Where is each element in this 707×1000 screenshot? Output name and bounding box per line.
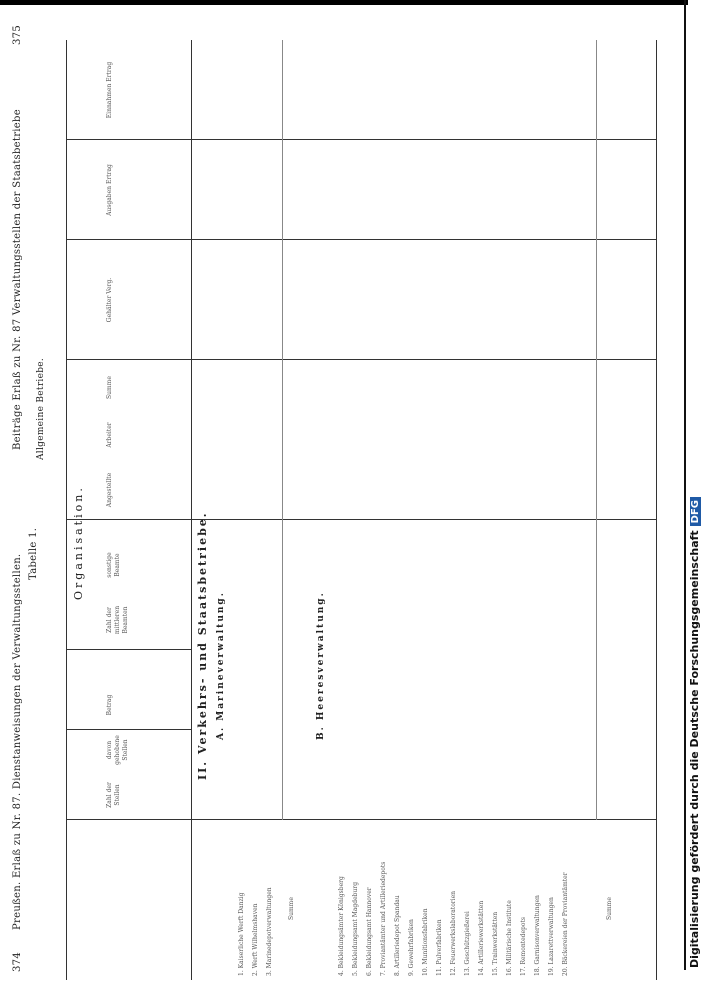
- rotated-table-page: [6, 20, 666, 980]
- col-rule: [66, 359, 656, 360]
- col-header: Gehälter Verg.: [106, 277, 113, 323]
- col-header: Ausgaben Ertrag: [106, 164, 113, 216]
- table-bottom-rule: [656, 40, 657, 980]
- table-row: 19. Lazarettverwaltungen: [548, 897, 555, 976]
- table-label: Tabelle 1.: [28, 527, 39, 580]
- table-row: 15. Trainwerkstätten: [492, 911, 499, 976]
- table-row: 8. Artilleriedepot Spandau: [394, 895, 401, 976]
- col-rule: [66, 819, 656, 820]
- summary-row: Summe: [288, 897, 295, 920]
- table-row: 10. Munitionsfabriken: [422, 908, 429, 976]
- col-header: Zahl der Stellen: [106, 782, 121, 808]
- section-heading: II. Verkehrs- und Staatsbetriebe.: [196, 511, 209, 780]
- table-row: 11. Pulverfabriken: [436, 919, 443, 976]
- dfg-logo: DFG: [690, 497, 701, 526]
- col-header: Betrag: [106, 694, 113, 716]
- table-row: 13. Geschützgießerei: [464, 911, 471, 976]
- table-row: 7. Proviantämter und Artilleriedepots: [380, 861, 387, 976]
- table-row: 18. Garnisonverwaltungen: [534, 895, 541, 976]
- section-heading: B. Heeresverwaltung.: [316, 591, 326, 740]
- right-section-heading: Allgemeine Betriebe.: [36, 357, 46, 460]
- row-rule: [282, 40, 283, 820]
- table-row: 16. Militärische Institute: [506, 900, 513, 976]
- left-running-title: Preußen. Erlaß zu Nr. 87. Dienstanweisungen der Verwaltungsstellen.: [12, 553, 23, 930]
- table-row: 5. Bekleidungsamt Magdeburg: [352, 881, 359, 976]
- col-header: davon gehobene Stellen: [106, 735, 129, 765]
- table-row: 9. Gewehrfabriken: [408, 919, 415, 976]
- row-rule: [596, 40, 597, 820]
- col-rule: [66, 649, 191, 650]
- table-row: 17. Remontedepots: [520, 917, 527, 976]
- col-header: sonstige Beamte: [106, 552, 121, 578]
- col-rule: [66, 239, 656, 240]
- banner-caption: Digitalisierung gefördert durch die Deutsche Forschungsgemeinschaft: [688, 530, 701, 968]
- section-heading: A. Marineverwaltung.: [216, 591, 226, 740]
- dfg-banner: [686, 8, 704, 968]
- table-row: 14. Artilleriewerkstätten: [478, 900, 485, 976]
- table-row: 4. Bekleidungsämter Königsberg: [338, 876, 345, 976]
- col-header: Arbeiter: [106, 422, 113, 448]
- col-rule: [66, 139, 656, 140]
- col-header: Angestellte: [106, 472, 113, 508]
- summary-row: Summe: [606, 897, 613, 920]
- left-page-number: 374: [12, 952, 23, 972]
- right-running-title: Beiträge Erlaß zu Nr. 87 Verwaltungsstellen der Staatsbetriebe: [12, 109, 23, 450]
- table-row: 3. Marinedepotverwaltungen: [266, 887, 273, 976]
- right-page-number: 375: [12, 25, 23, 45]
- organisation-heading: Organisation.: [72, 485, 85, 600]
- col-header: Zahl der mittleren Beamten: [106, 605, 129, 635]
- scan-edge-top: [0, 0, 688, 5]
- table-row: 2. Werft Wilhelmshaven: [252, 903, 259, 976]
- header-bottom-rule: [191, 40, 192, 980]
- col-header: Summe: [106, 376, 113, 399]
- table-top-rule: [66, 40, 67, 980]
- col-rule: [66, 519, 656, 520]
- table-row: 1. Kaiserliche Werft Danzig: [238, 892, 245, 976]
- col-header: Einnahmen Ertrag: [106, 61, 113, 119]
- table-row: 20. Bäckereien der Proviantämter: [562, 872, 569, 976]
- table-row: 12. Feuerwerkslaboratorien: [450, 890, 457, 976]
- table-row: 6. Bekleidungsamt Hannover: [366, 887, 373, 976]
